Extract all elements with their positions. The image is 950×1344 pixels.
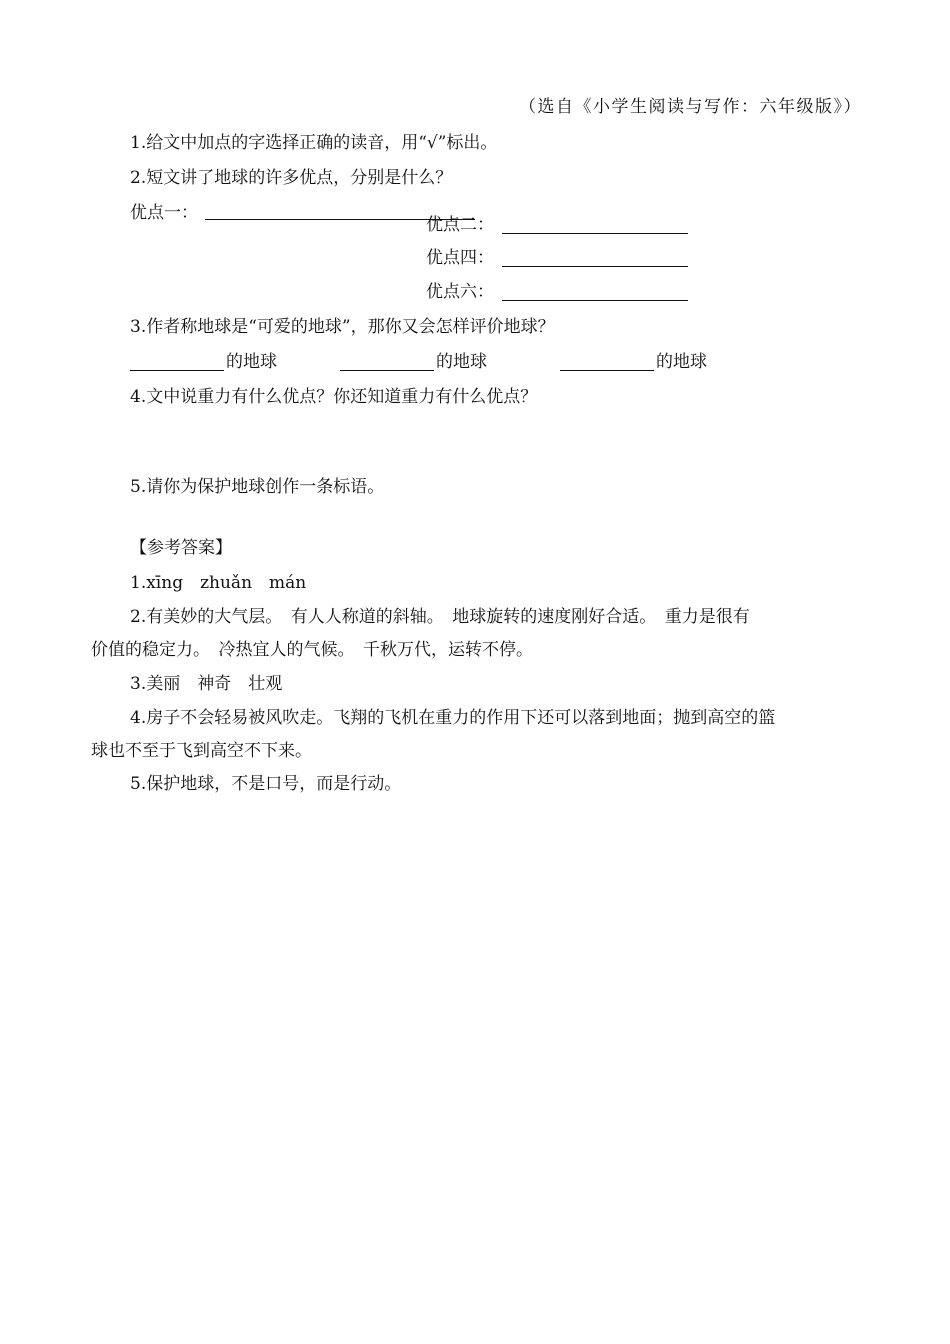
answers-heading: 【参考答案】 [130, 538, 232, 558]
merit-2-label: 优点二： [426, 215, 494, 235]
merit-6-label: 优点六： [426, 282, 494, 302]
evaluation-suffix-3: 的地球 [656, 352, 707, 372]
answer-4-line-1: 4.房子不会轻易被风吹走。飞翔的飞机在重力的作用下还可以落到地面；抛到高空的篮 [130, 708, 776, 728]
merit-1-label: 优点一： [130, 203, 198, 223]
answer-3: 3.美丽 神奇 壮观 [130, 674, 283, 694]
merit-6-blank [502, 300, 688, 301]
answer-4-line-2: 球也不至于飞到高空不下来。 [91, 741, 312, 761]
question-3: 3.作者称地球是“可爱的地球”，那你又会怎样评价地球？ [130, 317, 555, 337]
answer-2-line-2: 价值的稳定力。 冷热宜人的气候。 千秋万代，运转不停。 [91, 640, 533, 660]
evaluation-blank-1 [130, 370, 224, 371]
question-5: 5.请你为保护地球创作一条标语。 [130, 477, 385, 497]
question-1: 1.给文中加点的字选择正确的读音，用“√”标出。 [130, 133, 498, 153]
evaluation-blank-3 [560, 370, 654, 371]
merit-4-label: 优点四： [426, 248, 494, 268]
answer-2-line-1: 2.有美妙的大气层。 有人人称道的斜轴。 地球旋转的速度刚好合适。 重力是很有 [130, 607, 750, 627]
answer-5: 5.保护地球，不是口号，而是行动。 [130, 774, 402, 794]
evaluation-suffix-1: 的地球 [226, 352, 277, 372]
answer-1: 1.xīng zhuǎn mán [130, 573, 307, 593]
source-citation: （选自《小学生阅读与写作：六年级版》） [519, 97, 862, 117]
merit-4-blank [502, 266, 688, 267]
evaluation-blank-2 [340, 370, 434, 371]
merit-2-blank [502, 233, 688, 234]
question-2: 2.短文讲了地球的许多优点，分别是什么？ [130, 168, 453, 188]
evaluation-suffix-2: 的地球 [436, 352, 487, 372]
question-4: 4.文中说重力有什么优点？你还知道重力有什么优点？ [130, 387, 538, 407]
